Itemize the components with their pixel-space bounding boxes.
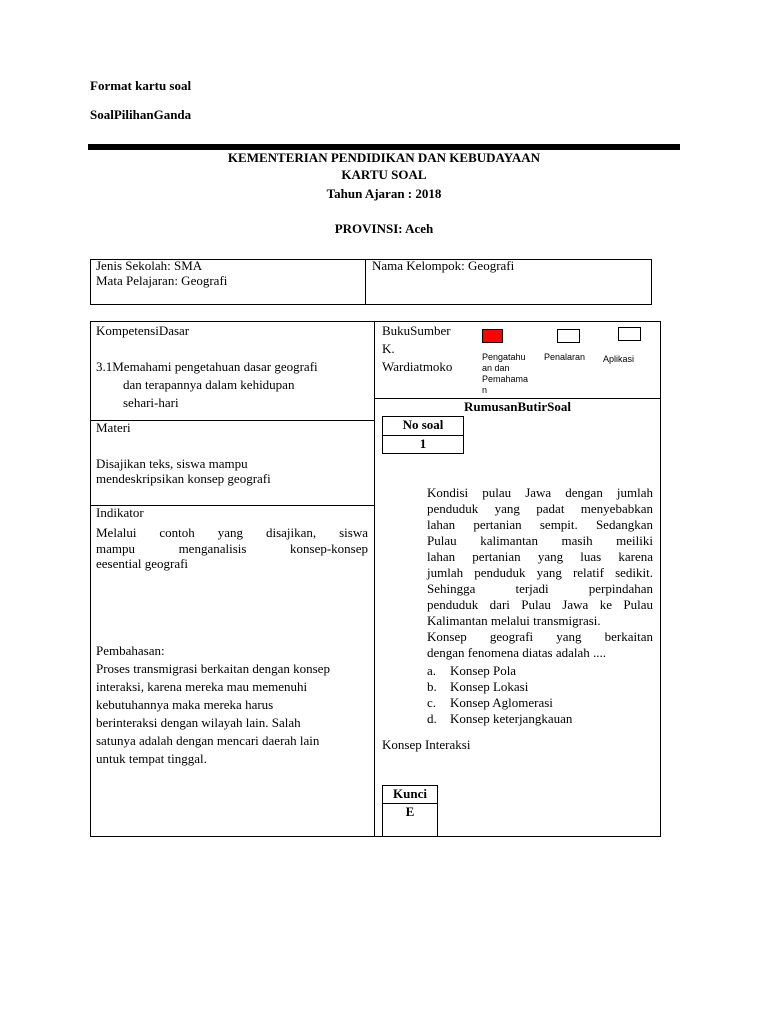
materi-line-1: Disajikan teks, siswa mampu xyxy=(96,456,248,471)
level-label-aplikasi: Aplikasi xyxy=(603,354,635,364)
question-line: lahan pertanian yang luas karena xyxy=(427,549,653,564)
options-list xyxy=(427,663,572,727)
pembahasan-line-6: untuk tempat tinggal. xyxy=(96,751,207,766)
format-title: Format kartu soal xyxy=(90,78,192,93)
option-b[interactable]: b. Konsep Lokasi xyxy=(427,679,529,694)
question-line: dengan fenomena diatas adalah .... xyxy=(427,645,607,660)
question-line: Pulau kalimantan masih meiliki xyxy=(427,533,653,548)
ministry-title: KEMENTERIAN PENDIDIKAN DAN KEBUDAYAAN xyxy=(227,150,541,165)
no-soal-label: No soal xyxy=(402,417,444,432)
pembahasan-line-1: Proses transmigrasi berkaitan dengan konsep xyxy=(96,661,330,676)
group-name: Nama Kelompok: Geografi xyxy=(372,258,515,273)
question-line: Konsep geografi yang berkaitan xyxy=(427,629,653,644)
question-line: penduduk yang padat menyebabkan xyxy=(427,501,653,516)
level-checkbox-aplikasi[interactable] xyxy=(618,327,641,341)
level-checkbox-penalaran[interactable] xyxy=(557,329,580,343)
level-label-penalaran: Penalaran xyxy=(544,352,586,362)
question-line: Sehingga terjadi perpindahan xyxy=(427,581,653,596)
indikator-line-3: eesential geografi xyxy=(96,556,189,571)
question-text xyxy=(427,485,653,661)
buku-line-1: BukuSumber xyxy=(382,323,451,338)
question-line: Kalimantan melalui transmigrasi. xyxy=(427,613,601,628)
info-divider xyxy=(365,259,366,305)
pembahasan-line-5: satunya adalah dengan mencari daerah lain xyxy=(96,733,320,748)
question-line: jumlah penduduk yang relatif sedikit. xyxy=(427,565,653,580)
option-extra: Konsep Interaksi xyxy=(382,737,471,752)
school-type: Jenis Sekolah: SMA xyxy=(96,258,203,273)
document-subtitle: SoalPilihanGanda xyxy=(90,107,192,122)
level-checkbox-pengetahuan[interactable] xyxy=(482,329,503,343)
kunci-value: E xyxy=(405,804,415,819)
question-line: lahan pertanian sempit. Sedangkan xyxy=(427,517,653,532)
pembahasan-line-3: kebutuhannya maka mereka harus xyxy=(96,697,274,712)
kunci-label: Kunci xyxy=(393,786,427,801)
kd-line-3: sehari-hari xyxy=(123,395,179,410)
kd-materi-divider xyxy=(90,420,374,421)
kd-line-1: 3.1Memahami pengetahuan dasar geografi xyxy=(96,359,318,374)
card-title: KARTU SOAL xyxy=(341,167,427,182)
indikator-line-2: mampu menganalisis konsep-konsep xyxy=(96,541,368,556)
question-line: Kondisi pulau Jawa dengan jumlah xyxy=(427,485,653,500)
question-line: penduduk dari Pulau Jawa ke Pulau xyxy=(427,597,653,612)
option-c[interactable]: c. Konsep Aglomerasi xyxy=(427,695,553,710)
pembahasan-label: Pembahasan: xyxy=(96,643,165,658)
option-d[interactable]: d. Konsep keterjangkauan xyxy=(427,711,573,726)
level-label-pengetahuan: Pengatahu an dan Pemahama n xyxy=(482,352,529,395)
subject: Mata Pelajaran: Geografi xyxy=(96,273,228,288)
province: PROVINSI: Aceh xyxy=(334,221,434,236)
pembahasan-line-2: interaksi, karena mereka mau memenuhi xyxy=(96,679,308,694)
buku-line-3: Wardiatmoko xyxy=(382,359,453,374)
kd-line-2: dan terapannya dalam kehidupan xyxy=(123,377,295,392)
kd-label: KompetensiDasar xyxy=(96,323,190,338)
pembahasan-line-4: berinteraksi dengan wilayah lain. Salah xyxy=(96,715,301,730)
materi-line-2: mendeskripsikan konsep geografi xyxy=(96,471,271,486)
indikator-label: Indikator xyxy=(96,505,144,520)
rumusan-label: RumusanButirSoal xyxy=(464,399,571,414)
academic-year: Tahun Ajaran : 2018 xyxy=(326,186,442,201)
materi-label: Materi xyxy=(96,420,131,435)
buku-line-2: K. xyxy=(382,341,395,356)
option-a[interactable]: a. Konsep Pola xyxy=(427,663,517,678)
no-soal-value: 1 xyxy=(419,436,427,451)
indikator-line-1: Melalui contoh yang disajikan, siswa xyxy=(96,525,368,540)
